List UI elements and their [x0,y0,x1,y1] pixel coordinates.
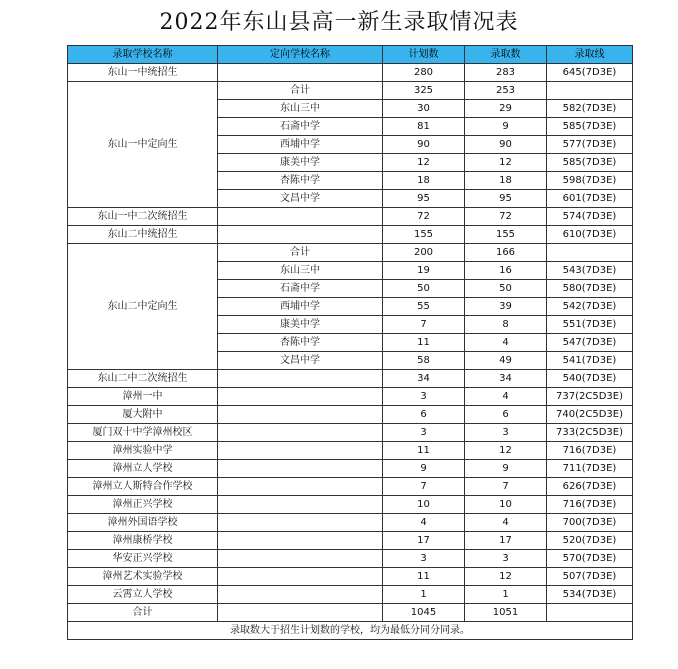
cell-line: 716(7D3E) [547,442,633,460]
table-row [68,64,633,82]
cell-target: 合计 [218,82,383,100]
cell-admit: 1051 [465,604,547,622]
cell-school: 漳州一中 [68,388,218,406]
cell-line: 570(7D3E) [547,550,633,568]
cell-admit: 49 [465,352,547,370]
table-header-row [68,46,633,64]
cell-plan: 10 [383,496,465,514]
cell-line [547,604,633,622]
header-school: 录取学校名称 [68,46,218,64]
header-admit: 录取数 [465,46,547,64]
cell-plan: 30 [383,100,465,118]
cell-plan: 11 [383,334,465,352]
cell-line: 716(7D3E) [547,496,633,514]
cell-school: 漳州实验中学 [68,442,218,460]
cell-school: 东山二中定向生 [68,244,218,370]
cell-admit: 16 [465,262,547,280]
table-row [68,370,633,388]
cell-target [218,586,383,604]
cell-target: 东山三中 [218,100,383,118]
cell-target [218,64,383,82]
cell-school: 东山一中二次统招生 [68,208,218,226]
cell-plan: 11 [383,568,465,586]
table-total-row [68,604,633,622]
cell-target: 杏陈中学 [218,334,383,352]
cell-admit: 34 [465,370,547,388]
cell-admit: 9 [465,118,547,136]
cell-line: 534(7D3E) [547,586,633,604]
cell-plan: 34 [383,370,465,388]
cell-target: 文昌中学 [218,352,383,370]
table-row [68,406,633,424]
header-target: 定向学校名称 [218,46,383,64]
cell-target: 合计 [218,244,383,262]
cell-school: 东山二中二次统招生 [68,370,218,388]
cell-target: 西埔中学 [218,298,383,316]
cell-target [218,388,383,406]
table-row [68,460,633,478]
cell-line: 598(7D3E) [547,172,633,190]
cell-plan: 3 [383,388,465,406]
cell-line: 541(7D3E) [547,352,633,370]
cell-line: 574(7D3E) [547,208,633,226]
cell-target [218,532,383,550]
cell-admit: 12 [465,568,547,586]
cell-plan: 325 [383,82,465,100]
cell-admit: 3 [465,550,547,568]
table-row [68,550,633,568]
table-row [68,514,633,532]
cell-line: 540(7D3E) [547,370,633,388]
cell-admit: 12 [465,154,547,172]
cell-line: 733(2C5D3E) [547,424,633,442]
cell-target: 康美中学 [218,154,383,172]
table-row [68,496,633,514]
cell-school: 东山一中统招生 [68,64,218,82]
table-row [68,82,633,100]
cell-school: 漳州康桥学校 [68,532,218,550]
cell-school: 东山一中定向生 [68,82,218,208]
cell-target: 文昌中学 [218,190,383,208]
cell-admit: 9 [465,460,547,478]
cell-target [218,406,383,424]
cell-plan: 7 [383,316,465,334]
cell-school: 漳州外国语学校 [68,514,218,532]
cell-admit: 283 [465,64,547,82]
cell-admit: 4 [465,334,547,352]
cell-admit: 72 [465,208,547,226]
cell-target: 康美中学 [218,316,383,334]
cell-plan: 19 [383,262,465,280]
table-row [68,244,633,262]
cell-school: 华安正兴学校 [68,550,218,568]
cell-line: 711(7D3E) [547,460,633,478]
cell-admit: 3 [465,424,547,442]
cell-plan: 9 [383,460,465,478]
table-row [68,586,633,604]
cell-plan: 1 [383,586,465,604]
cell-line: 601(7D3E) [547,190,633,208]
cell-target: 西埔中学 [218,136,383,154]
cell-target [218,550,383,568]
cell-plan: 55 [383,298,465,316]
cell-target [218,370,383,388]
table-row [68,226,633,244]
cell-line: 551(7D3E) [547,316,633,334]
cell-plan: 6 [383,406,465,424]
cell-line: 700(7D3E) [547,514,633,532]
cell-target [218,568,383,586]
cell-admit: 12 [465,442,547,460]
cell-admit: 1 [465,586,547,604]
cell-admit: 253 [465,82,547,100]
table-row [68,424,633,442]
footer-note: 录取数大于招生计划数的学校，均为最低分同分同录。 [68,622,633,640]
cell-line: 520(7D3E) [547,532,633,550]
cell-plan: 72 [383,208,465,226]
cell-line: 507(7D3E) [547,568,633,586]
cell-plan: 18 [383,172,465,190]
cell-plan: 12 [383,154,465,172]
admission-table [67,45,633,640]
cell-admit: 166 [465,244,547,262]
cell-target [218,208,383,226]
cell-admit: 155 [465,226,547,244]
cell-admit: 8 [465,316,547,334]
cell-line: 740(2C5D3E) [547,406,633,424]
cell-admit: 17 [465,532,547,550]
cell-line [547,244,633,262]
cell-plan: 81 [383,118,465,136]
cell-line: 543(7D3E) [547,262,633,280]
cell-school: 云霄立人学校 [68,586,218,604]
cell-plan: 7 [383,478,465,496]
cell-admit: 7 [465,478,547,496]
table-row [68,208,633,226]
cell-plan: 280 [383,64,465,82]
table-row [68,532,633,550]
cell-target [218,424,383,442]
cell-line: 585(7D3E) [547,118,633,136]
cell-plan: 50 [383,280,465,298]
cell-target: 东山三中 [218,262,383,280]
cell-line: 737(2C5D3E) [547,388,633,406]
cell-target: 石斋中学 [218,280,383,298]
cell-target [218,442,383,460]
cell-admit: 95 [465,190,547,208]
cell-line: 610(7D3E) [547,226,633,244]
cell-school: 合计 [68,604,218,622]
cell-school: 漳州立人学校 [68,460,218,478]
table-row [68,442,633,460]
cell-admit: 18 [465,172,547,190]
cell-plan: 17 [383,532,465,550]
cell-plan: 3 [383,550,465,568]
cell-target [218,514,383,532]
header-line: 录取线 [547,46,633,64]
cell-plan: 58 [383,352,465,370]
cell-admit: 90 [465,136,547,154]
cell-plan: 3 [383,424,465,442]
cell-school: 厦门双十中学漳州校区 [68,424,218,442]
cell-school: 东山二中统招生 [68,226,218,244]
cell-line: 542(7D3E) [547,298,633,316]
cell-line: 580(7D3E) [547,280,633,298]
table-row [68,388,633,406]
cell-plan: 1045 [383,604,465,622]
cell-admit: 4 [465,388,547,406]
cell-target: 石斋中学 [218,118,383,136]
cell-admit: 29 [465,100,547,118]
cell-line: 626(7D3E) [547,478,633,496]
header-plan: 计划数 [383,46,465,64]
cell-admit: 39 [465,298,547,316]
cell-target [218,226,383,244]
cell-admit: 4 [465,514,547,532]
table-footer-row [68,622,633,640]
cell-school: 漳州正兴学校 [68,496,218,514]
cell-plan: 4 [383,514,465,532]
cell-target [218,460,383,478]
cell-target [218,604,383,622]
cell-plan: 95 [383,190,465,208]
cell-school: 漳州立人斯特合作学校 [68,478,218,496]
cell-line [547,82,633,100]
cell-line: 585(7D3E) [547,154,633,172]
cell-line: 582(7D3E) [547,100,633,118]
page-title: 2022年东山县高一新生录取情况表 [159,10,519,35]
table-row [68,568,633,586]
cell-line: 645(7D3E) [547,64,633,82]
cell-admit: 50 [465,280,547,298]
cell-plan: 155 [383,226,465,244]
cell-line: 577(7D3E) [547,136,633,154]
cell-plan: 11 [383,442,465,460]
cell-school: 漳州艺术实验学校 [68,568,218,586]
cell-target [218,478,383,496]
cell-admit: 6 [465,406,547,424]
cell-school: 厦大附中 [68,406,218,424]
cell-plan: 200 [383,244,465,262]
cell-admit: 10 [465,496,547,514]
cell-target [218,496,383,514]
cell-target: 杏陈中学 [218,172,383,190]
table-row [68,478,633,496]
cell-plan: 90 [383,136,465,154]
cell-line: 547(7D3E) [547,334,633,352]
